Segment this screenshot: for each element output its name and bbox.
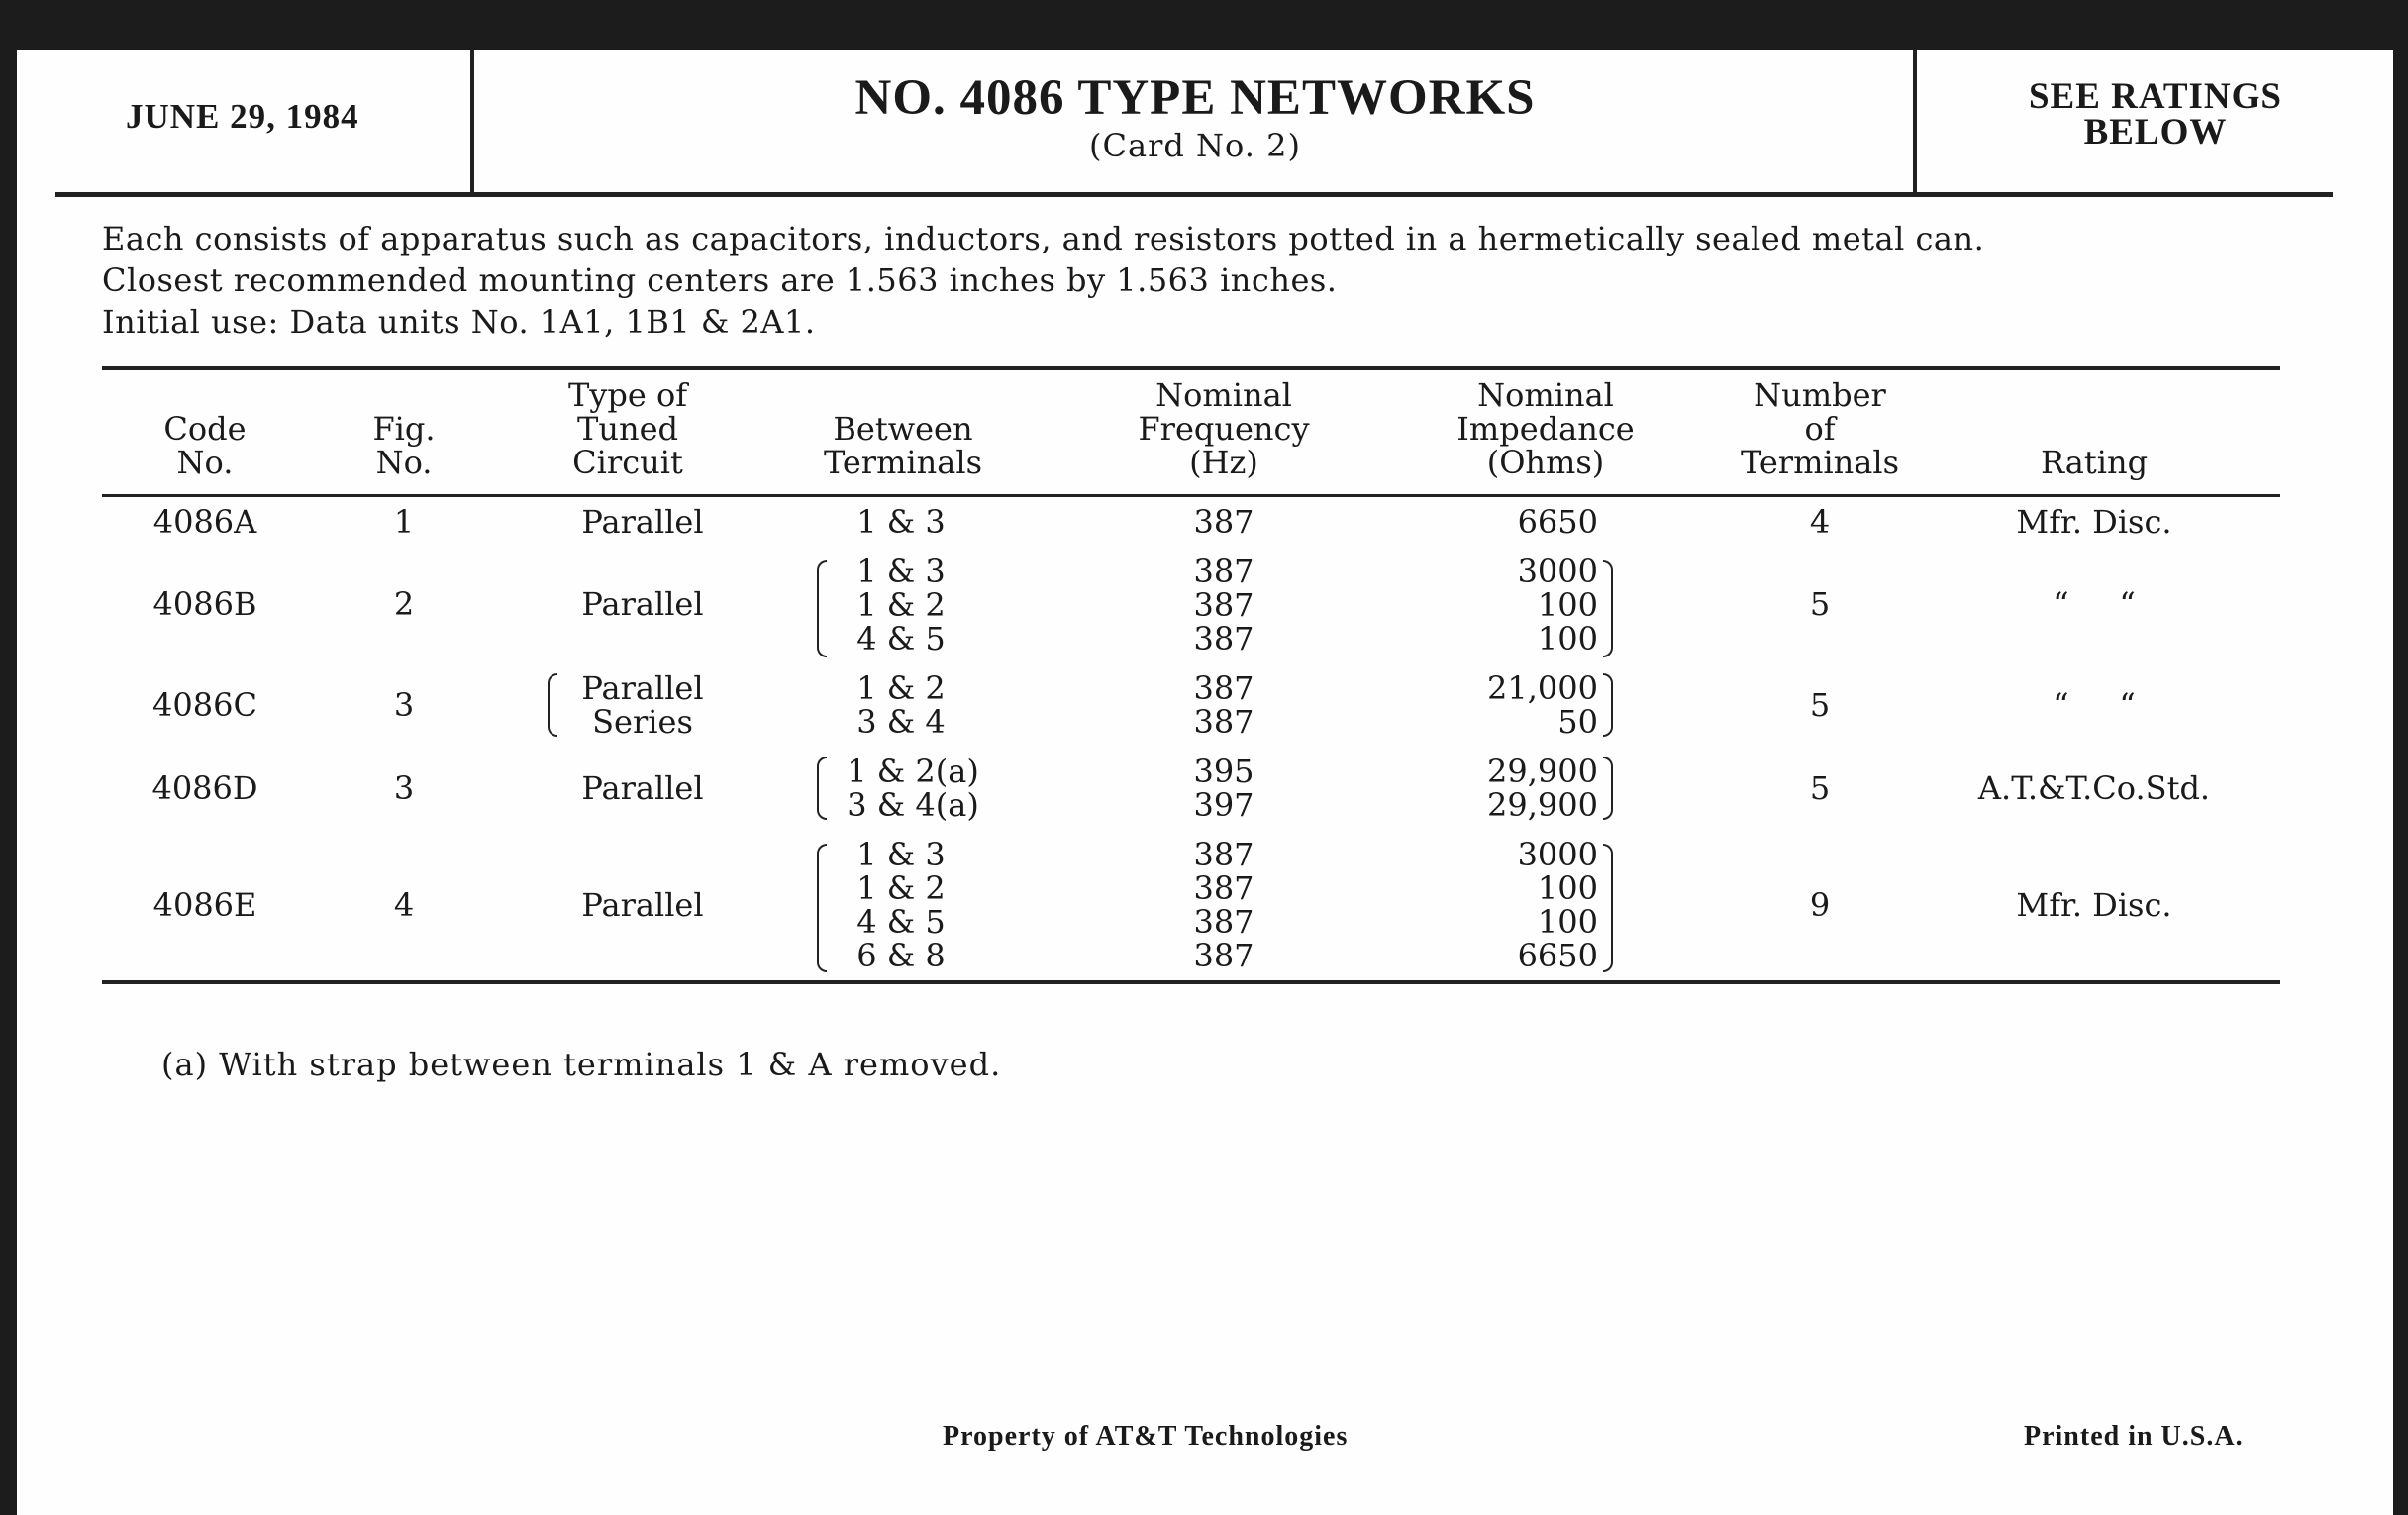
printed-notice: Printed in U.S.A.: [2024, 1421, 2244, 1452]
type-cell: Parallel: [581, 585, 704, 623]
description-line: Each consists of apparatus such as capacitors, inductors, and resistors potted in a hermetically sealed metal can.: [102, 220, 1985, 257]
header-rule: [55, 192, 2333, 197]
type-cell: Parallel: [581, 886, 704, 924]
col-header-between: Between Terminals: [823, 410, 983, 481]
between-cell: 1 & 3 1 & 2 4 & 5 6 & 8: [856, 836, 946, 974]
between-cell: 1 & 2(a) 3 & 4(a): [847, 753, 979, 824]
code-cell: 4086D: [151, 769, 258, 807]
right-brace: [1603, 560, 1613, 657]
between-cell: 1 & 2 3 & 4: [856, 669, 946, 741]
code-cell: 4086C: [152, 686, 257, 724]
card-subtitle: (Card No. 2): [1089, 127, 1301, 164]
col-header-fig: Fig. No.: [372, 410, 436, 481]
right-brace: [1603, 757, 1613, 820]
rating-cell: “ “: [2053, 585, 2136, 623]
frequency-cell: 387 387 387: [1193, 553, 1254, 657]
code-cell: 4086E: [152, 886, 257, 924]
table-bottom-rule: [102, 980, 2280, 984]
right-brace: [1603, 673, 1613, 737]
terminals-cell: 4: [1809, 503, 1831, 541]
table-top-rule: [102, 366, 2280, 370]
property-notice: Property of AT&T Technologies: [943, 1421, 1349, 1452]
type-cell: Parallel: [581, 503, 704, 541]
ratings-note: SEE RATINGS BELOW: [2028, 76, 2283, 152]
frequency-cell: 387 387 387 387: [1193, 836, 1254, 974]
terminals-cell: 5: [1809, 769, 1831, 807]
impedance-cell: 3000 100 100: [1517, 553, 1598, 657]
impedance-cell: 29,900 29,900: [1487, 753, 1598, 824]
fig-cell: 3: [393, 769, 415, 807]
frequency-cell: 395 397: [1193, 753, 1254, 824]
frequency-cell: 387: [1193, 503, 1254, 541]
fig-cell: 3: [393, 686, 415, 724]
table-footnote: (a) With strap between terminals 1 & A removed.: [161, 1046, 1002, 1083]
fig-cell: 2: [393, 585, 415, 623]
col-header-terminals: Number of Terminals: [1740, 376, 1900, 481]
frequency-cell: 387 387: [1193, 669, 1254, 741]
left-brace: [817, 844, 827, 972]
fig-cell: 1: [393, 503, 415, 541]
type-cell: Parallel: [581, 769, 704, 807]
rating-cell: Mfr. Disc.: [2016, 503, 2172, 541]
between-cell: 1 & 3 1 & 2 4 & 5: [856, 553, 946, 657]
terminals-cell: 9: [1809, 886, 1831, 924]
impedance-cell: 6650: [1517, 503, 1598, 541]
terminals-cell: 5: [1809, 686, 1831, 724]
table-header-rule: [102, 494, 2280, 497]
description-line: Closest recommended mounting centers are 1.563 inches by 1.563 inches.: [102, 261, 1338, 299]
impedance-cell: 21,000 50: [1487, 669, 1598, 741]
left-brace: [817, 560, 827, 657]
impedance-cell: 3000 100 100 6650: [1517, 836, 1598, 974]
rating-cell: Mfr. Disc.: [2016, 886, 2172, 924]
description-line: Initial use: Data units No. 1A1, 1B1 & 2A1.: [102, 303, 816, 341]
col-header-code: Code No.: [163, 410, 247, 481]
fig-cell: 4: [393, 886, 415, 924]
spec-card: [17, 50, 2393, 1515]
rating-cell: A.T.&T.Co.Std.: [1977, 769, 2211, 807]
rating-cell: “ “: [2053, 686, 2136, 724]
col-header-frequency: Nominal Frequency (Hz): [1138, 376, 1310, 481]
col-header-rating: Rating: [2040, 444, 2149, 481]
code-cell: 4086B: [152, 585, 257, 623]
terminals-cell: 5: [1809, 585, 1831, 623]
card-title: NO. 4086 TYPE NETWORKS: [854, 70, 1536, 126]
left-brace: [817, 757, 827, 820]
header-divider: [1913, 50, 1917, 196]
left-brace: [548, 673, 557, 737]
right-brace: [1603, 844, 1613, 972]
col-header-type: Type of Tuned Circuit: [567, 376, 688, 481]
col-header-impedance: Nominal Impedance (Ohms): [1456, 376, 1635, 481]
card-date: JUNE 29, 1984: [126, 97, 359, 136]
description: [102, 218, 1984, 343]
type-cell: Parallel Series: [581, 669, 704, 741]
code-cell: 4086A: [152, 503, 257, 541]
between-cell: 1 & 3: [856, 503, 946, 541]
